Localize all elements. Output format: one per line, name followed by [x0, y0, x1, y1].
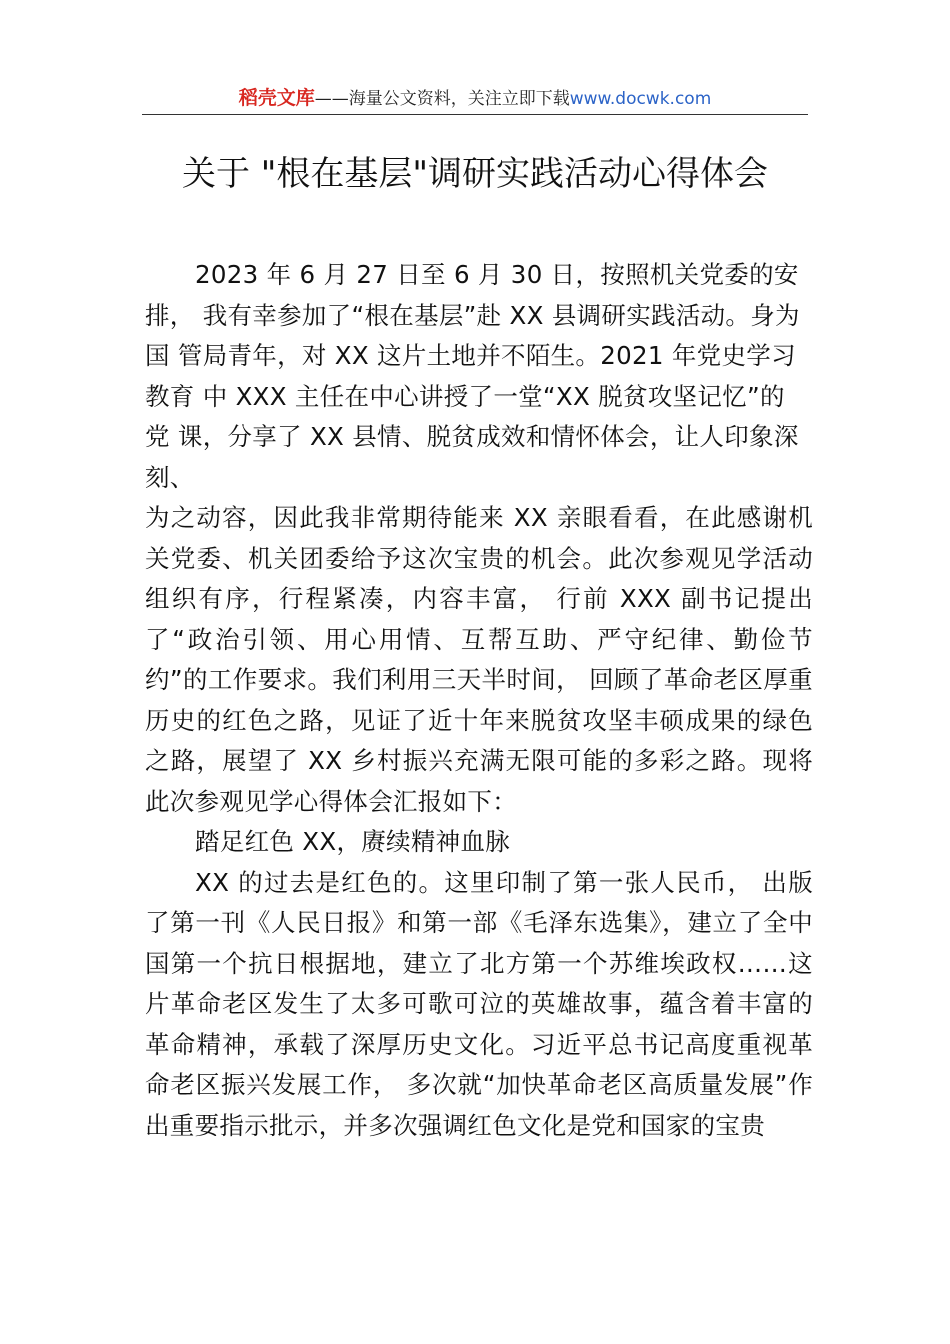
paragraph-line: 教育 中 XXX 主任在中心讲授了一堂“XX 脱贫攻坚记忆”的: [145, 381, 785, 411]
header-tagline: ——海量公文资料，关注立即下载: [314, 89, 570, 109]
paragraph-red-history: XX 的过去是红色的。这里印制了第一张人民币， 出版了第一刊《人民日报》和第一部《毛泽东选集》，建立了全中国第一个抗日根据地，建立了北方第一个苏维埃政权……这片革命老区发生了太多可歌可泣的英雄故事，蕴含着丰富的革命精神，承载了深厚历史文化。习近平总书记高度重视革命老区振兴发展工作， 多次就“加快革命老区高质量发展”作出重要指示批示，并多次强调红色文化是党和国家的宝贵: [145, 867, 813, 1140]
header-divider: [142, 114, 808, 115]
paragraph-intro: [145, 255, 813, 498]
page-header: [142, 84, 808, 114]
brand-name: 稻壳文库: [238, 87, 315, 109]
paragraph-line: 排， 我有幸参加了“根在基层”赴 XX 县调研实践活动。身为: [145, 300, 800, 330]
paragraph-line: 刻、: [145, 462, 195, 492]
document-body: [145, 255, 813, 1146]
paragraph-line: 国 管局青年，对 XX 这片土地并不陌生。2021 年党史学习: [145, 341, 796, 370]
section-heading: 踏足红色 XX，赓续精神血脉: [195, 827, 511, 856]
header-url-link[interactable]: www.docwk.com: [569, 89, 712, 109]
paragraph-continuation: 为之动容，因此我非常期待能来 XX 亲眼看看，在此感谢机关党委、机关团委给予这次宝贵的机会。此次参观见学活动组织有序，行程紧凑，内容丰富， 行前 XXX 副书记提出了“政治引领、用心用情、互帮互助、严守纪律、勤俭节约”的工作要求。我们利用三天半时间， 回顾了革命老区厚重历史的红色之路，见证了近十年来脱贫攻坚丰硕成果的绿色之路，展望了 XX 乡村振兴充满无限可能的多彩之路。现将此次参观见学心得体会汇报如下：: [145, 503, 813, 816]
paragraph-line: 党 课，分享了 XX 县情、脱贫成效和情怀体会，让人印象深: [145, 422, 799, 451]
paragraph-line: 2023 年 6 月 27 日至 6 月 30 日，按照机关党委的安: [195, 260, 799, 289]
document-title: 关于 "根在基层"调研实践活动心得体会: [181, 154, 769, 194]
